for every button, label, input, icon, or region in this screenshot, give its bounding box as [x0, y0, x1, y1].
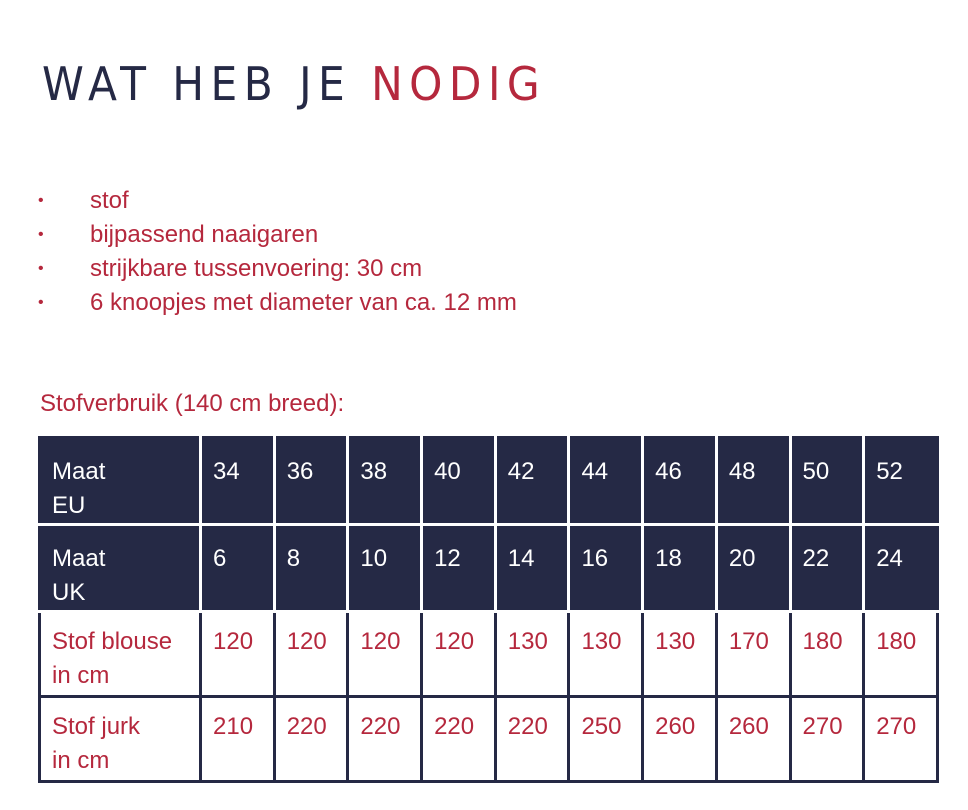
- table-cell: 170: [716, 612, 790, 697]
- table-cell: 120: [348, 612, 422, 697]
- table-cell: 44: [569, 438, 643, 525]
- row-label: [40, 525, 201, 612]
- table-cell: 46: [643, 438, 717, 525]
- table-cell: 20: [716, 525, 790, 612]
- row-label-line2: in cm: [52, 747, 110, 774]
- table-cell: 210: [201, 697, 275, 782]
- row-label-line1: Stof blouse: [52, 628, 173, 655]
- table-cell: 270: [790, 697, 864, 782]
- table-cell: 220: [422, 697, 496, 782]
- table-cell: 50: [790, 438, 864, 525]
- table-cell: 120: [422, 612, 496, 697]
- size-table: [38, 436, 939, 783]
- table-cell: 180: [790, 612, 864, 697]
- row-label: [40, 438, 201, 525]
- table-cell: 6: [201, 525, 275, 612]
- table-cell: 130: [495, 612, 569, 697]
- table-cell: 260: [643, 697, 717, 782]
- table-cell: 24: [864, 525, 938, 612]
- row-label-line2: UK: [52, 579, 86, 606]
- row-size-uk: [40, 525, 938, 612]
- row-label-line2: EU: [52, 492, 86, 519]
- page-title: [42, 56, 546, 112]
- table-cell: 130: [643, 612, 717, 697]
- title-part-dark: WAT HEB JE: [42, 57, 352, 111]
- table-cell: 260: [716, 697, 790, 782]
- list-item-text: bijpassend naaigaren: [90, 221, 319, 248]
- row-label: [40, 612, 201, 697]
- row-fabric-blouse: [40, 612, 938, 697]
- table-cell: 250: [569, 697, 643, 782]
- table-cell: 36: [274, 438, 348, 525]
- row-label-line1: Maat: [52, 545, 106, 572]
- bullet-dot-icon: •: [38, 260, 44, 277]
- title-part-red: NODIG: [371, 57, 547, 111]
- fabric-usage-heading: Stofverbruik (140 cm breed):: [40, 390, 345, 417]
- list-item-text: 6 knoopjes met diameter van ca. 12 mm: [90, 289, 517, 316]
- list-item-text: strijkbare tussenvoering: 30 cm: [90, 255, 423, 282]
- table-cell: 40: [422, 438, 496, 525]
- table-cell: 22: [790, 525, 864, 612]
- table-cell: 18: [643, 525, 717, 612]
- bullet-dot-icon: •: [38, 226, 44, 243]
- table-cell: 34: [201, 438, 275, 525]
- table-cell: 220: [495, 697, 569, 782]
- table-cell: 180: [864, 612, 938, 697]
- table-cell: 220: [274, 697, 348, 782]
- list-item-text: stof: [90, 187, 129, 214]
- table-cell: 14: [495, 525, 569, 612]
- row-size-eu: [40, 438, 938, 525]
- row-label-line1: Stof jurk: [52, 713, 141, 740]
- table-cell: 220: [348, 697, 422, 782]
- bullet-dot-icon: •: [38, 192, 44, 209]
- table-cell: 8: [274, 525, 348, 612]
- row-label-line2: in cm: [52, 662, 110, 689]
- table-cell: 16: [569, 525, 643, 612]
- table-cell: 130: [569, 612, 643, 697]
- table-cell: 10: [348, 525, 422, 612]
- table-cell: 120: [201, 612, 275, 697]
- table-cell: 42: [495, 438, 569, 525]
- row-label-line1: Maat: [52, 458, 106, 485]
- table-cell: 120: [274, 612, 348, 697]
- row-fabric-dress: [40, 697, 938, 782]
- bullet-dot-icon: •: [38, 294, 44, 311]
- table-cell: 52: [864, 438, 938, 525]
- row-label: [40, 697, 201, 782]
- table-cell: 38: [348, 438, 422, 525]
- table-cell: 48: [716, 438, 790, 525]
- table-cell: 270: [864, 697, 938, 782]
- table-cell: 12: [422, 525, 496, 612]
